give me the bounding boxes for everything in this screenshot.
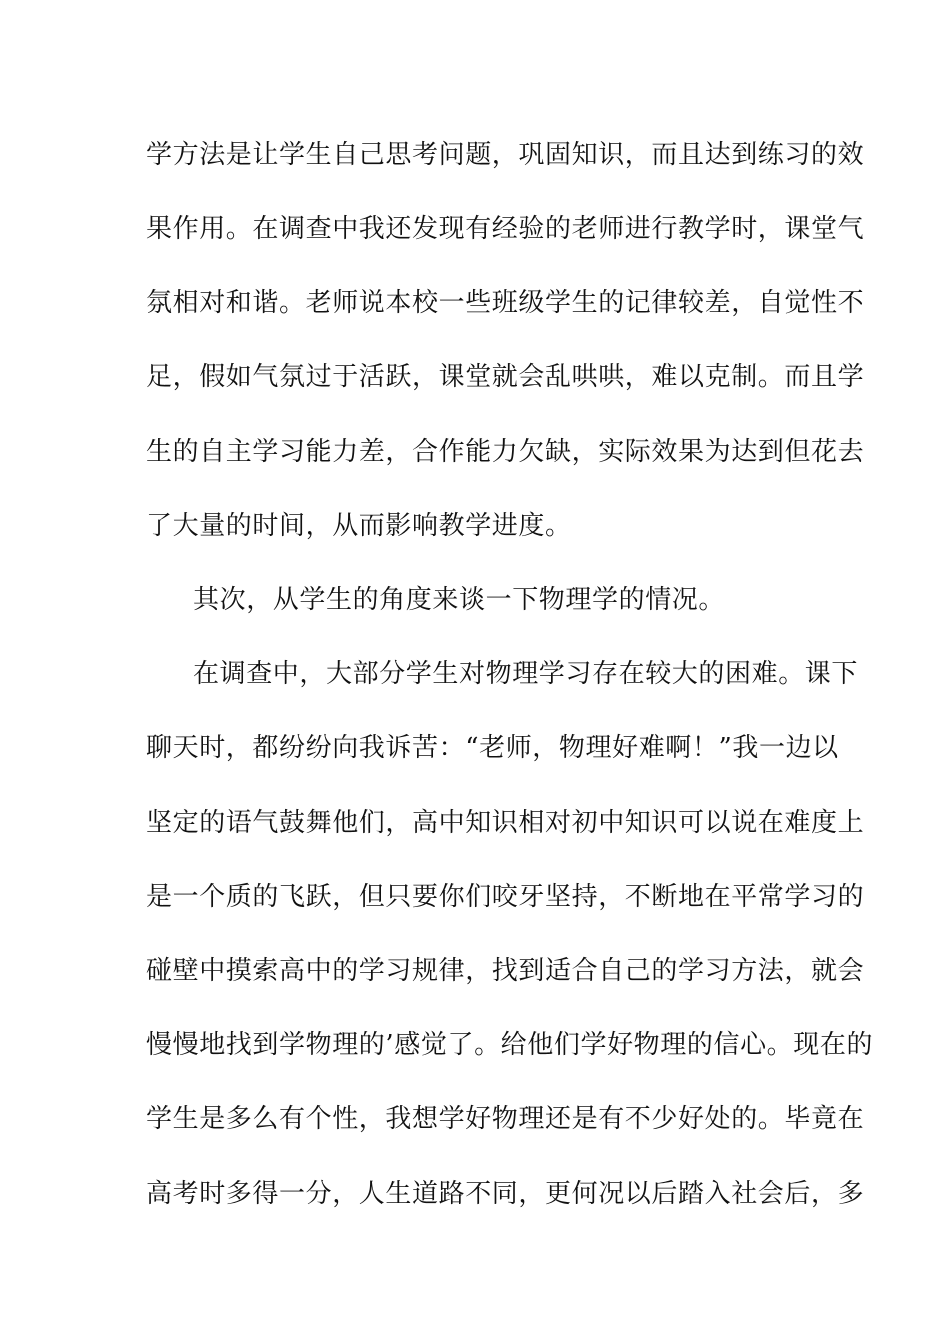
text-line: 了大量的时间，从而影响教学进度。 bbox=[146, 511, 572, 541]
text-line: 坚定的语气鼓舞他们，高中知识相对初中知识可以说在难度上 bbox=[146, 808, 865, 838]
paragraph-start-line: 其次，从学生的角度来谈一下物理学的情况。 bbox=[193, 585, 726, 615]
text-line: 是一个质的飞跃，但只要你们咬牙坚持，不断地在平常学习的 bbox=[146, 882, 865, 912]
paragraph-start-line: 在调查中，大部分学生对物理学习存在较大的困难。课下 bbox=[193, 659, 859, 689]
text-line: 碰壁中摸索高中的学习规律，找到适合自己的学习方法，就会 bbox=[146, 956, 865, 986]
text-line: 果作用。在调查中我还发现有经验的老师进行教学时，课堂气 bbox=[146, 214, 865, 244]
text-line: 足，假如气氛过于活跃，课堂就会乱哄哄，难以克制。而且学 bbox=[146, 362, 865, 392]
text-line: 生的自主学习能力差，合作能力欠缺，实际效果为达到但花去 bbox=[146, 437, 865, 467]
text-line: 聊天时，都纷纷向我诉苦：“老师，物理好难啊！”我一边以 bbox=[146, 733, 839, 763]
text-line: 学方法是让学生自己思考问题，巩固知识，而且达到练习的效 bbox=[146, 140, 865, 170]
text-line: 慢慢地找到学物理的’感觉了。给他们学好物理的信心。现在的 bbox=[146, 1030, 874, 1060]
text-line: 学生是多么有个性，我想学好物理还是有不少好处的。毕竟在 bbox=[146, 1104, 865, 1134]
text-line: 高考时多得一分，人生道路不同，更何况以后踏入社会后，多 bbox=[146, 1179, 865, 1209]
text-line: 氛相对和谐。老师说本校一些班级学生的记律较差，自觉性不 bbox=[146, 288, 865, 318]
